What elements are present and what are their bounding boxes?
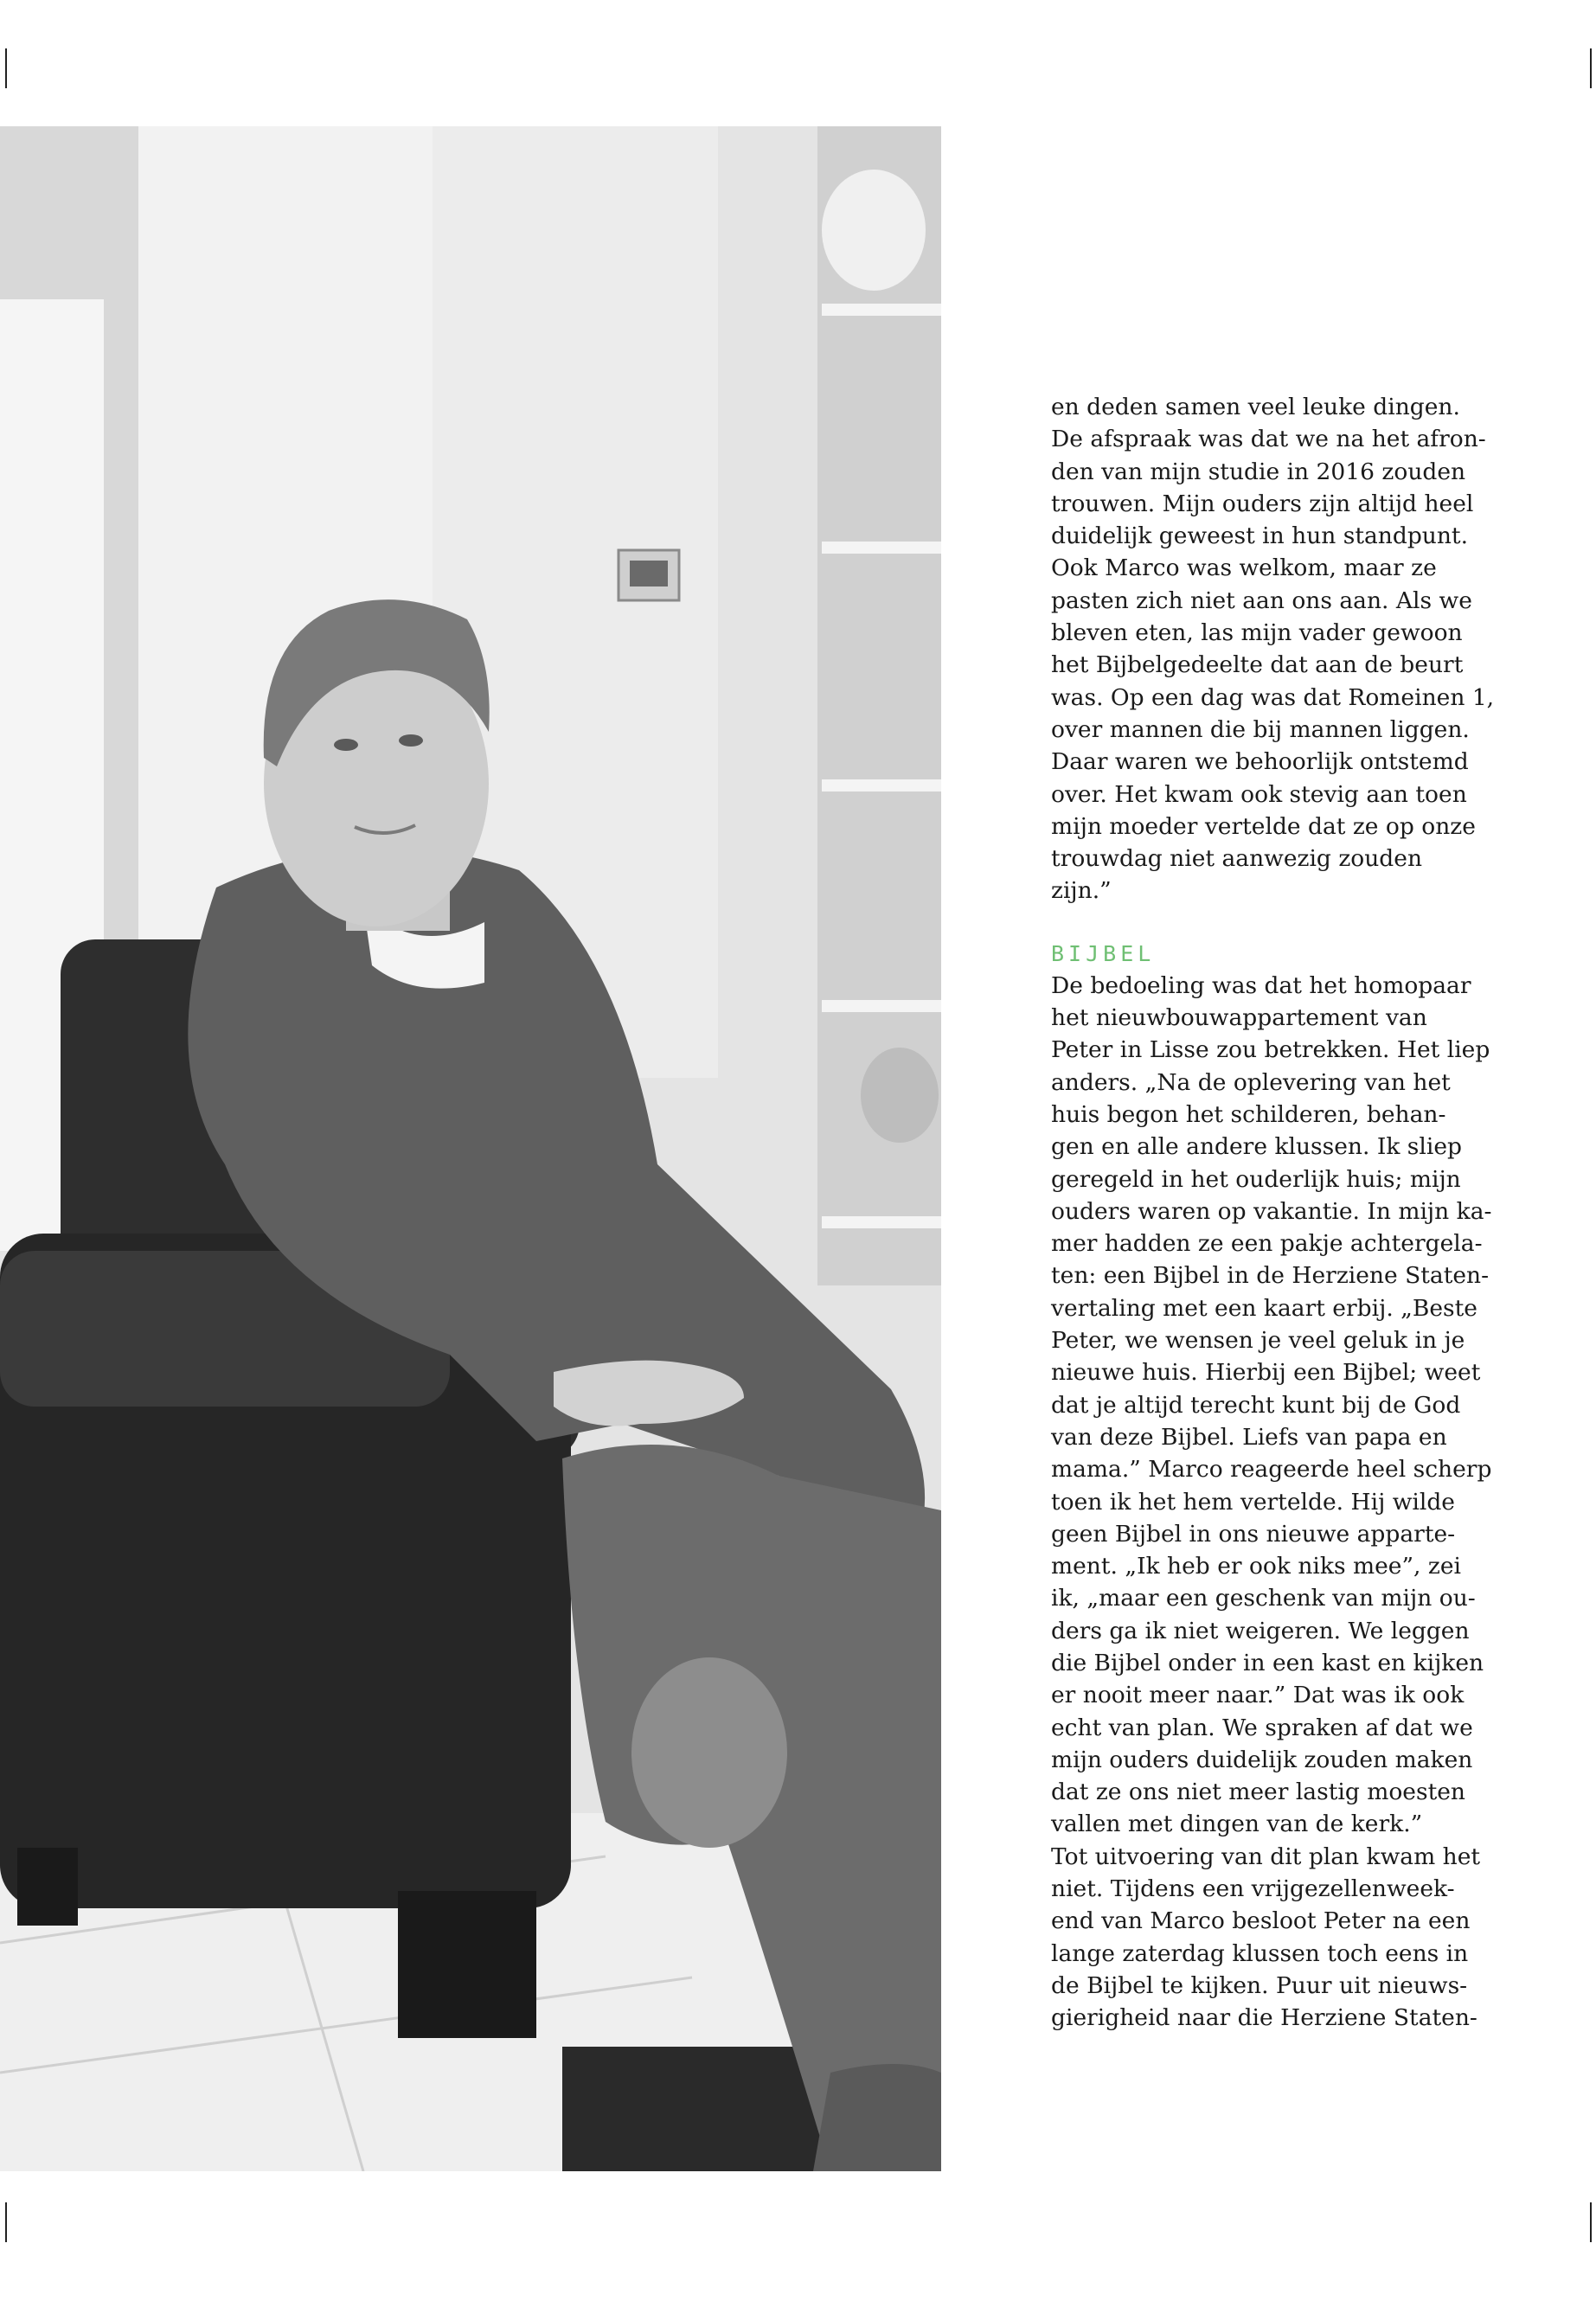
text-line: mama.” Marco reageerde heel scherp — [1051, 1456, 1492, 1484]
article-column — [1051, 391, 1495, 2035]
text-line: over. Het kwam ook stevig aan toen — [1051, 780, 1467, 808]
text-line: De bedoeling was dat het homopaar — [1051, 971, 1471, 999]
section-heading: BIJBEL — [1051, 940, 1156, 966]
crop-mark-top-left — [5, 48, 7, 88]
text-line: toen ik het hem vertelde. Hij wilde — [1051, 1488, 1455, 1516]
text-line: bleven eten, las mijn vader gewoon — [1051, 619, 1463, 647]
text-line: pasten zich niet aan ons aan. Als we — [1051, 586, 1472, 614]
text-line: zijn.” — [1051, 877, 1112, 905]
text-line: duidelijk geweest in hun standpunt. — [1051, 522, 1469, 550]
portrait-photo — [0, 126, 941, 2171]
section-gap — [1051, 907, 1458, 939]
text-line: mijn moeder vertelde dat ze op onze — [1051, 812, 1476, 840]
text-line: gen en alle andere klussen. Ik sliep — [1051, 1133, 1462, 1161]
text-line: Peter, we wensen je veel geluk in je — [1051, 1327, 1465, 1355]
text-line: dat ze ons niet meer lastig moesten — [1051, 1779, 1465, 1806]
text-line: Ook Marco was welkom, maar ze — [1051, 554, 1437, 582]
text-line: den van mijn studie in 2016 zouden — [1051, 458, 1466, 485]
text-line: ten: een Bijbel in de Herziene Staten- — [1051, 1262, 1490, 1290]
text-line: ment. „Ik heb er ook niks mee”, zei — [1051, 1553, 1461, 1580]
text-line: mer hadden ze een pakje achtergela- — [1051, 1230, 1483, 1258]
text-line: dat je altijd terecht kunt bij de God — [1051, 1391, 1461, 1419]
text-line: en deden samen veel leuke dingen. — [1051, 394, 1460, 420]
crop-mark-bottom-left — [5, 2202, 7, 2242]
text-line: end van Marco besloot Peter na een — [1051, 1907, 1471, 1935]
text-line: trouwen. Mijn ouders zijn altijd heel — [1051, 490, 1474, 517]
text-line: geregeld in het ouderlijk huis; mijn — [1051, 1165, 1461, 1193]
crop-mark-top-right — [1590, 48, 1592, 88]
text-line: over mannen die bij mannen liggen. — [1051, 715, 1470, 743]
text-line: Daar waren we behoorlijk ontstemd — [1051, 748, 1469, 776]
portrait-illustration — [0, 126, 941, 2171]
text-line: vallen met dingen van de kerk.” — [1051, 1811, 1423, 1838]
text-line: vertaling met een kaart erbij. „Beste — [1051, 1294, 1477, 1322]
text-line: van deze Bijbel. Liefs van papa en — [1051, 1423, 1447, 1451]
text-line: lange zaterdag klussen toch eens in — [1051, 1939, 1469, 1967]
text-line: ik, „maar een geschenk van mijn ou- — [1051, 1585, 1476, 1612]
text-line: echt van plan. We spraken af dat we — [1051, 1714, 1473, 1741]
text-line: de Bijbel te kijken. Puur uit nieuws- — [1051, 1971, 1468, 1999]
text-line: huis begon het schilderen, behan- — [1051, 1100, 1446, 1128]
paragraph-bijbel — [1051, 970, 1492, 2035]
crop-mark-bottom-right — [1590, 2202, 1592, 2242]
text-line: was. Op een dag was dat Romeinen 1, — [1051, 683, 1495, 711]
text-line: Tot uitvoering van dit plan kwam het — [1051, 1843, 1481, 1870]
text-line: ouders waren op vakantie. In mijn ka- — [1051, 1197, 1492, 1225]
text-line: het Bijbelgedeelte dat aan de beurt — [1051, 651, 1464, 679]
text-line: die Bijbel onder in een kast en kijken — [1051, 1649, 1484, 1676]
text-line: Peter in Lisse zou betrekken. Het liep — [1051, 1036, 1490, 1064]
text-line: mijn ouders duidelijk zouden maken — [1051, 1746, 1473, 1773]
text-line: ders ga ik niet weigeren. We leggen — [1051, 1617, 1470, 1644]
text-line: nieuwe huis. Hierbij een Bijbel; weet — [1051, 1359, 1481, 1387]
paragraph-intro — [1051, 391, 1495, 907]
text-line: trouwdag niet aanwezig zouden — [1051, 845, 1423, 873]
text-line: het nieuwbouwappartement van — [1051, 1004, 1427, 1032]
text-line: niet. Tijdens een vrijgezellenweek- — [1051, 1875, 1455, 1903]
text-line: er nooit meer naar.” Dat was ik ook — [1051, 1682, 1465, 1709]
text-line: De afspraak was dat we na het afron- — [1051, 426, 1486, 453]
text-line: geen Bijbel in ons nieuwe apparte- — [1051, 1520, 1456, 1548]
text-line: anders. „Na de oplevering van het — [1051, 1068, 1451, 1096]
text-line: gierigheid naar die Herziene Staten- — [1051, 2004, 1477, 2032]
